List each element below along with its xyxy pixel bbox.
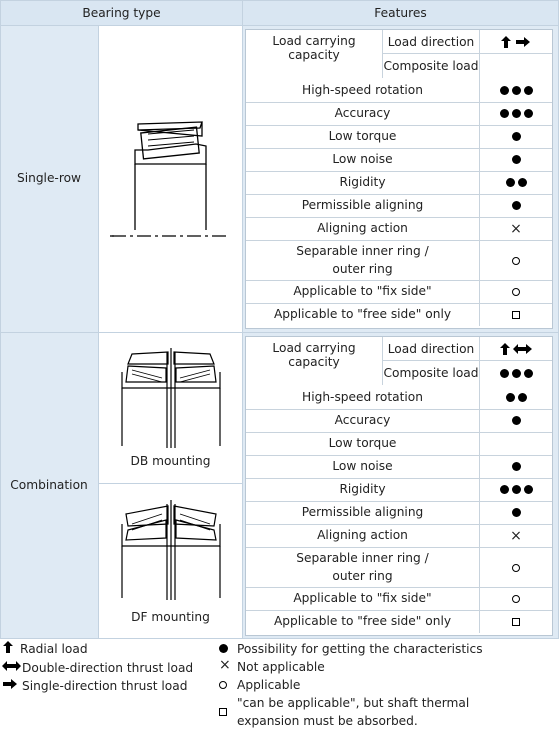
feature-row	[246, 432, 552, 455]
feature-value	[479, 502, 552, 524]
feature-value	[479, 172, 552, 194]
feature-value	[479, 103, 552, 125]
legend-left	[2, 640, 217, 695]
combination-label: Combination	[10, 478, 88, 492]
open-circle-icon	[512, 288, 520, 296]
feature-row	[246, 148, 552, 171]
load-capacity-label: Load carrying capacity	[246, 337, 383, 385]
composite-load-label: Composite load	[383, 59, 479, 73]
composite-load-label: Composite load	[383, 366, 479, 380]
legend-applicable: Applicable	[219, 676, 559, 694]
single-arrow-icon	[2, 677, 22, 695]
feature-row	[246, 409, 552, 432]
feature-label: Low noise	[332, 152, 393, 167]
feature-value	[479, 79, 552, 102]
feature-value	[479, 611, 552, 633]
feature-value	[479, 588, 552, 610]
legend-possibility: Possibility for getting the characteristics	[219, 640, 559, 658]
db-mounting-drawing	[118, 348, 224, 450]
legend-double: Double-direction thrust load	[2, 659, 217, 677]
load-direction-value	[479, 30, 552, 54]
composite-load-value	[479, 361, 552, 386]
feature-label: Permissible aligning	[301, 198, 424, 213]
radial-double-thrust-icon	[499, 342, 533, 356]
feature-label: Low noise	[332, 459, 393, 474]
combination-features-table	[245, 336, 553, 636]
radial-arrow-icon	[2, 640, 20, 659]
filled-circle-icon	[219, 644, 228, 653]
feature-row	[246, 240, 552, 280]
radial-single-thrust-icon	[500, 35, 532, 49]
feature-row	[246, 524, 552, 547]
header-bearing-type	[0, 0, 243, 26]
feature-value	[479, 456, 552, 478]
feature-value	[479, 241, 552, 280]
header-features	[242, 0, 559, 26]
legend-single: Single-direction thrust load	[2, 677, 217, 695]
open-circle-icon	[512, 564, 520, 572]
load-direction-value	[479, 337, 552, 361]
feature-row	[246, 79, 552, 102]
legend-radial: Radial load	[2, 640, 217, 659]
df-mounting-label: DF mounting	[131, 610, 210, 624]
feature-label: High-speed rotation	[302, 389, 423, 404]
feature-value	[479, 304, 552, 326]
feature-value	[479, 386, 552, 409]
feature-row	[246, 547, 552, 587]
feature-label: Applicable to "fix side"	[293, 591, 432, 606]
feature-row	[246, 171, 552, 194]
feature-row	[246, 478, 552, 501]
feature-label: Accuracy	[334, 106, 391, 121]
feature-label: Aligning action	[317, 528, 408, 543]
square-icon	[512, 618, 520, 626]
single-row-bearing-drawing	[108, 110, 232, 240]
feature-row	[246, 455, 552, 478]
legend-right	[219, 640, 559, 730]
feature-value	[479, 149, 552, 171]
cross-icon: ×	[510, 528, 522, 544]
cross-icon: ×	[510, 221, 522, 237]
open-circle-icon	[512, 257, 520, 265]
feature-row	[246, 501, 552, 524]
feature-row	[246, 217, 552, 240]
feature-value	[479, 548, 552, 587]
header-features-label: Features	[374, 6, 427, 20]
feature-label: Applicable to "free side" only	[273, 307, 452, 322]
feature-label: Permissible aligning	[301, 505, 424, 520]
square-icon	[219, 708, 227, 716]
legend-can-be-applicable: "can be applicable", but shaft thermal expansion must be absorbed.	[219, 694, 559, 730]
feature-value	[479, 218, 552, 240]
open-circle-icon	[512, 595, 520, 603]
feature-label: Applicable to "fix side"	[293, 284, 432, 299]
feature-row	[246, 102, 552, 125]
load-capacity-row	[246, 337, 552, 386]
feature-label: High-speed rotation	[302, 82, 423, 97]
square-icon	[512, 311, 520, 319]
feature-value	[479, 195, 552, 217]
single-row-label: Single-row	[16, 171, 82, 185]
feature-label: Separable inner ring / outer ring	[296, 551, 429, 583]
feature-label: Separable inner ring / outer ring	[296, 244, 429, 276]
feature-label: Rigidity	[339, 175, 386, 190]
feature-row	[246, 303, 552, 326]
legend-not-applicable: × Not applicable	[219, 657, 325, 674]
feature-label: Low torque	[328, 129, 397, 144]
feature-value	[479, 525, 552, 547]
header-bearing-type-label: Bearing type	[82, 6, 161, 20]
feature-value	[479, 126, 552, 148]
db-mounting-label: DB mounting	[130, 454, 211, 468]
cross-icon: ×	[219, 657, 231, 673]
load-direction-label: Load direction	[383, 30, 479, 54]
feature-value	[479, 479, 552, 501]
open-circle-icon	[219, 681, 227, 689]
double-arrow-icon	[2, 659, 22, 677]
feature-row	[246, 194, 552, 217]
feature-label: Applicable to "free side" only	[273, 614, 452, 629]
load-capacity-row	[246, 30, 552, 79]
feature-label: Accuracy	[334, 413, 391, 428]
feature-row	[246, 587, 552, 610]
feature-value	[479, 410, 552, 432]
feature-label: Rigidity	[339, 482, 386, 497]
load-direction-label: Load direction	[383, 337, 479, 361]
feature-row	[246, 280, 552, 303]
composite-load-value	[479, 54, 552, 79]
feature-value	[479, 433, 552, 455]
df-mounting-drawing	[118, 494, 224, 602]
feature-row	[246, 386, 552, 409]
feature-label: Aligning action	[317, 221, 408, 236]
feature-row	[246, 125, 552, 148]
single-row-features-table	[245, 29, 553, 329]
load-capacity-label: Load carrying capacity	[246, 30, 383, 78]
feature-value	[479, 281, 552, 303]
feature-label: Low torque	[328, 436, 397, 451]
feature-row	[246, 610, 552, 633]
